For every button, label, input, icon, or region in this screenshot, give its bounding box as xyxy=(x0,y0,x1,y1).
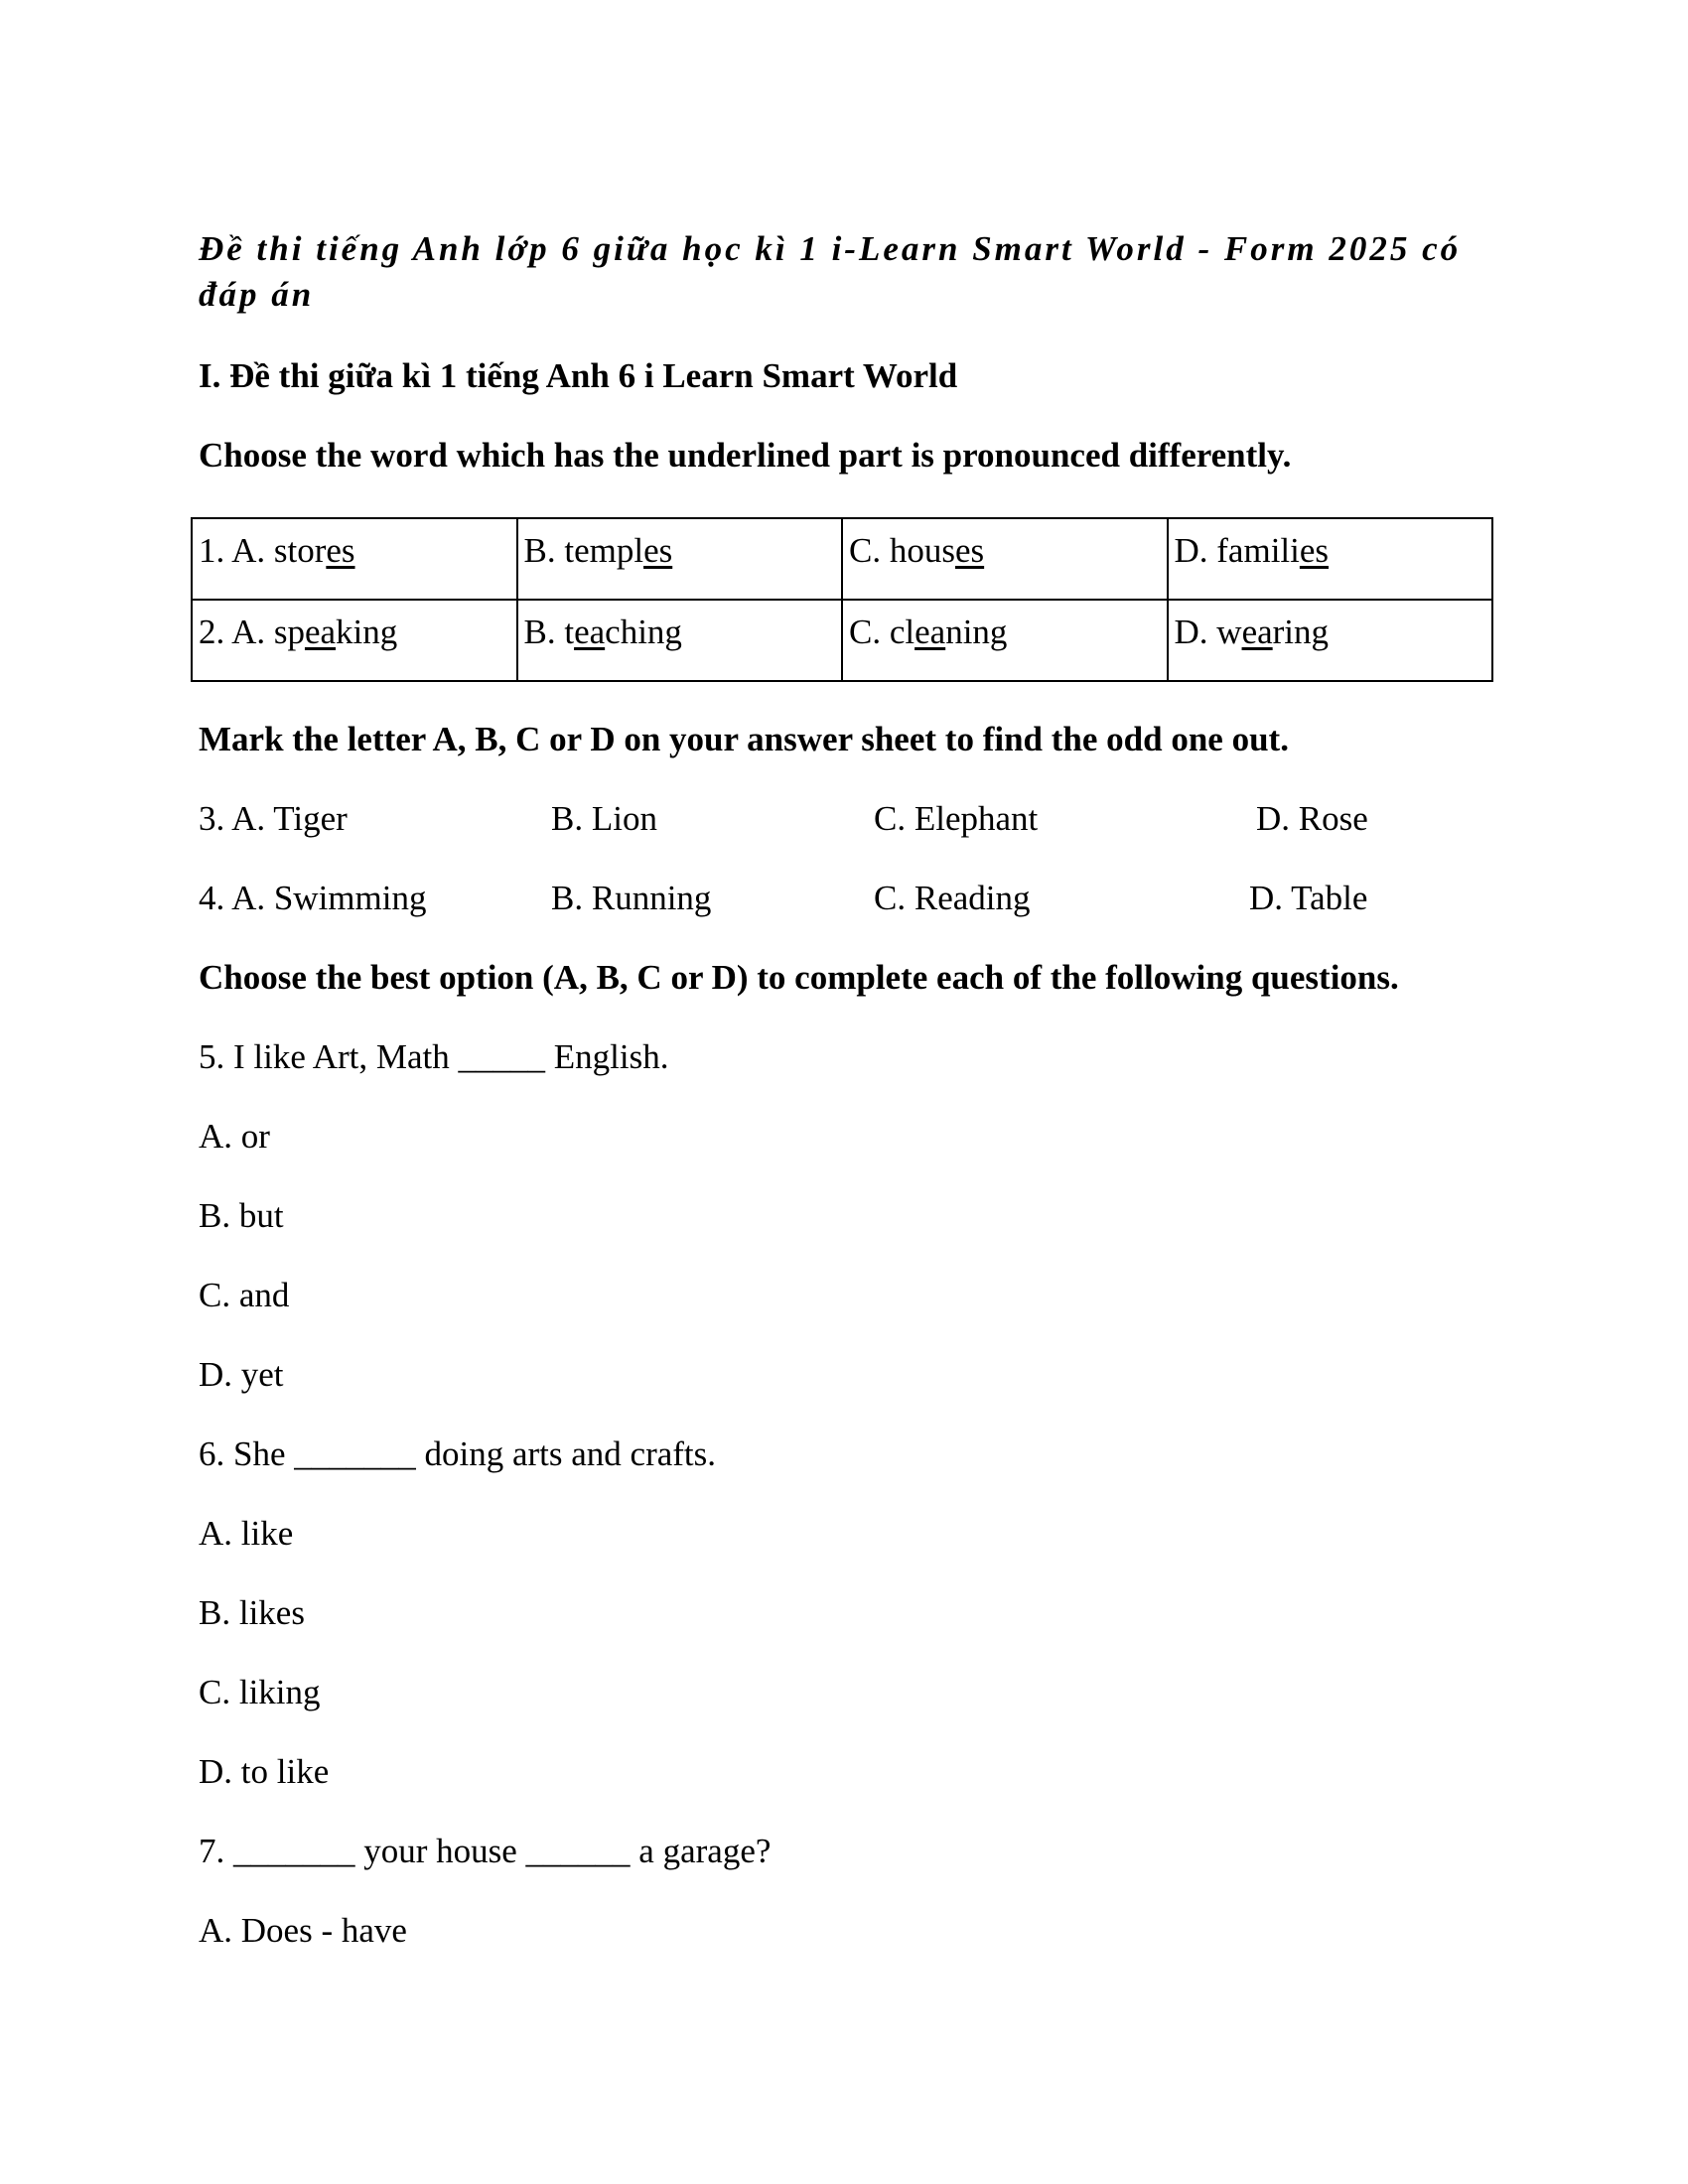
pronunciation-table xyxy=(191,517,1493,682)
question-6-option-d: D. to like xyxy=(199,1752,330,1791)
option-d: D. Rose xyxy=(1256,799,1368,838)
underlined-part: es xyxy=(326,531,355,570)
underlined-part: ea xyxy=(914,613,946,651)
underlined-part: ea xyxy=(1241,613,1273,651)
underlined-part: es xyxy=(1299,531,1330,570)
section-heading: I. Đề thi giữa kì 1 tiếng Anh 6 i Learn Smart World xyxy=(199,356,958,395)
pronunciation-instruction: Choose the word which has the underlined part is pronounced differently. xyxy=(199,436,1292,475)
question-5-option-b: B. but xyxy=(199,1196,284,1235)
option-c: C. Elephant xyxy=(874,799,1039,838)
question-5-stem: 5. I like Art, Math _____ English. xyxy=(199,1037,669,1076)
question-6-option-a: A. like xyxy=(199,1514,294,1553)
table-cell: C. houses xyxy=(842,518,1168,600)
option-b: B. Running xyxy=(551,879,712,917)
table-cell: 2. A. speaking xyxy=(192,600,517,681)
best-option-instruction: Choose the best option (A, B, C or D) to complete each of the following questions. xyxy=(199,958,1399,997)
underlined-part: ea xyxy=(574,613,606,651)
table-cell: B. teaching xyxy=(517,600,843,681)
table-row xyxy=(192,600,1492,681)
underlined-part: ea xyxy=(304,613,337,651)
document-title: Đề thi tiếng Anh lớp 6 giữa học kì 1 i-Learn Smart World - Form 2025 có đáp án xyxy=(199,229,1462,314)
option-a: 4. A. Swimming xyxy=(199,879,427,917)
underlined-part: es xyxy=(954,531,985,570)
question-6-stem: 6. She _______ doing arts and crafts. xyxy=(199,1434,717,1473)
table-cell: D. families xyxy=(1168,518,1493,600)
underlined-part: es xyxy=(643,531,673,570)
option-d: D. Table xyxy=(1249,879,1368,917)
question-5-option-c: C. and xyxy=(199,1276,290,1314)
option-a: 3. A. Tiger xyxy=(199,799,348,838)
question-6-option-b: B. likes xyxy=(199,1593,305,1632)
option-b: B. Lion xyxy=(551,799,657,838)
question-5-option-d: D. yet xyxy=(199,1355,284,1394)
option-c: C. Reading xyxy=(874,879,1031,917)
table-cell: C. cleaning xyxy=(842,600,1168,681)
question-6-option-c: C. liking xyxy=(199,1673,321,1711)
table-cell: D. wearing xyxy=(1168,600,1493,681)
table-cell: B. temples xyxy=(517,518,843,600)
question-7-option-a: A. Does - have xyxy=(199,1911,407,1950)
question-5-option-a: A. or xyxy=(199,1117,270,1156)
table-row xyxy=(192,518,1492,600)
table-cell: 1. A. stores xyxy=(192,518,517,600)
odd-one-out-question-4 xyxy=(0,878,1688,919)
odd-one-out-question-3 xyxy=(0,798,1688,840)
odd-one-out-instruction: Mark the letter A, B, C or D on your answer sheet to find the odd one out. xyxy=(199,720,1289,758)
question-7-stem: 7. _______ your house ______ a garage? xyxy=(199,1832,772,1870)
